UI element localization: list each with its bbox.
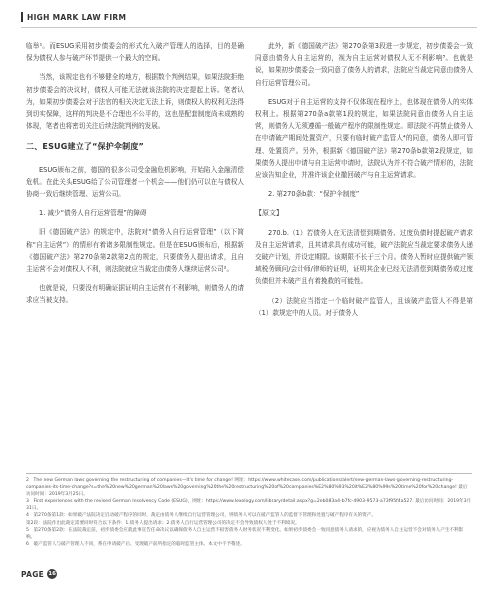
paragraph: 也就是说，只要没有明确证据证明自主运营有不利影响，则债务人的请求应当被支持。 [26,284,244,305]
page-footer [21,569,57,579]
footnote: 6 破产监管人与破产管理人不同，系在申请破产后、受理破产前所指定的临时监管主体。本文中不予赘述。 [26,541,245,547]
paragraph: ESUG对于自主运营的支持不仅体现在程序上，也体现在债务人的实体权利上。根据第270条a款第1段的规定，如果法院同意由债务人自主运营，则债务人无须遵循一般破产程序的限制性规定。即法院不再禁止债务人在申请破产期间处置资产，只要有临时破产监管人⁴的同意，债务人即可管理、处置资产。另外，根据新《德国破产法》第270条b款第2段规定，如果债务人提出申请与自主运营申请时，法院认为并不符合破产情形的，法院应该告知企业，并准许该企业撤回破产与自主运营请求。 [255,97,473,180]
paragraph: 临举¹。而ESUG采用初步债委会的形式允入破产管理人的选择，目的是确保为债权人参与破产环节提供一个最大的空间。 [26,42,244,63]
paragraph: 旧《德国破产法》的规定中，法院对“债务人自行运营管理”（以下简称“自主运营”）的情形有着诸多限制性规定。但是在ESUG颁布后，根据新《德国破产法》第270条第2款第2点的规定，只要债务人提出请求，且自主运营不会对债权人不利，则法院就应当裁定由债务人继续运营公司²。 [26,228,244,274]
footnote: 5 第270条第2款：在法院裁定前，初步债委会应就此事宣告任命决议以确保债务人自主运营不损害债务人财务状况不利变化。如果初步债委会一致同意债务人请求的，应视为债务人自主运营不会对债务人产生不利影响。 [26,527,464,540]
footnote: 3 First experiences with the revised German Insolvency Code (ESUG)，网址：https://www.lexology.com/library/detail.aspx?g=2eb083a4-b7fc-4903-9573-a73f95f4a527. 最后访问时间：2019年3月31日。 [26,499,472,512]
paragraph: ESUG颁布之前，德国的很多公司受金融危机影响，开始陷入金融清偿危机。在此关头ESUG给了公司管理者一个机会——他们仍可以在与债权人协商一致后继续管理、运营公司。 [26,165,244,199]
footnote: 4 第270条第1款：如果破产法院决定启动破产程序的同时，裁定由债务人继续自行运营管理公司，则债务人可以在破产监管人的监督下管理和处置与破产程序有关的资产。 [26,513,376,519]
paragraph: 此外，新《德国破产法》第270条第3段进一步规定，初步债委会一致同意由债务人自主运营的，视为自主运营对债权人无不利影响³。也就是说，如果初步债委会一致同意了债务人的请求，法院应当裁定同意由债务人自行运营管理公司。 [255,42,473,87]
header-bar-mark [21,12,23,22]
left-column [26,40,244,314]
page-label: PAGE [21,569,45,579]
footnote: 2 The new German laws governing the restructuring of companies—It's time for change! 网址：https://www.whitecase.com/publications/alert/new-german-laws-governing-restructuring-companies-its-time-change?s=the%20new%20german%20laws%20governing%20the%20restructuring%20of%20companies%E2%80%93%20it%E2%80%99s%20time%20for%20change! 最后访问时间：2019年3月25日。 [26,478,468,498]
paragraph: 270.b.（1）若债务人在无法清偿到期债务、过度负债时提起破产请求及自主运营请求，且其请求具有成功可能，破产法院应当裁定要求债务人递交破产计划，并设定期限。该期限不长于三个月。债务人暂时应提供破产领域税务顾问/会计师/律师的证明，证明其企业已经无法清偿到期债务或过度负债但并未破产且有着挽救的可能性。 [255,228,473,286]
page-header [21,7,477,28]
paragraph: 当然，该规定也有不够健全的地方，根据数个判例结果，如果法院拒绝初步债委会的决议时，债权人可能无法就该法院的决定提起上诉。笔者认为，如果初步债委会对于法官的相关决定无法上诉，则债权人的权利无法得到切实保障，这样的判决是不合理也不公平的，这也是配套制度尚未成熟的体现，笔者也将密切关注后续法院判例的发展。 [26,73,244,131]
sub-heading: 1. 减少“债务人自行运营管理”的障碍 [39,209,147,218]
footnotes [26,473,472,548]
footnote: 第2段：法院作出此裁定需要同时符合以下条件：1.债务人提出请求；2.债务人自行运营管理公司的决定不会导致债权人处于不利境况。 [26,520,300,526]
sub-heading: 2. 第270条b款：“保护伞制度” [268,190,360,199]
section-heading: 二、ESUG建立了“保护伞制度” [26,142,145,152]
original-text-tag: 【原文】 [255,209,283,218]
paragraph: （2）法院应当指定一个临时破产监管人，且该破产监管人不得是第（1）款规定中的人员。对于债务人 [255,296,473,317]
right-column [255,40,473,326]
firm-name: HIGH MARK LAW FIRM [27,12,127,22]
page-number-badge: 16 [48,571,56,577]
